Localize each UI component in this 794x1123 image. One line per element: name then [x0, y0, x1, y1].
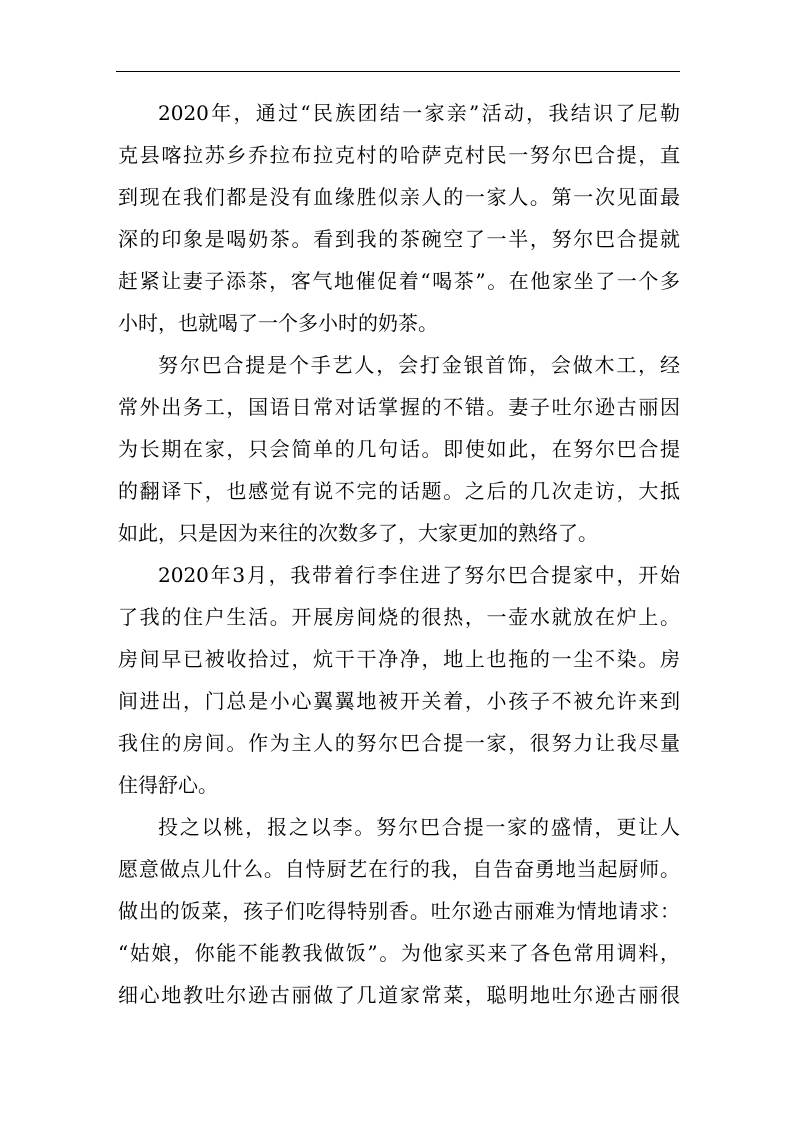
paragraph-2-line-5: 如此，只是因为来往的次数多了，大家更加的熟络了。 [118, 521, 598, 545]
paragraph-4-line-4: “姑娘，你能不能教我做饭”。为他家买来了各色常用调料， [118, 941, 680, 965]
paragraph-4-line-1: 投之以桃，报之以李。努尔巴合提一家的盛情，更让人 [158, 815, 680, 839]
paragraph-2-line-2: 常外出务工，国语日常对话掌握的不错。妻子吐尔逊古丽因 [118, 395, 680, 419]
paragraph-4-line-2: 愿意做点儿什么。自恃厨艺在行的我，自告奋勇地当起厨师。 [118, 857, 680, 881]
paragraph-3-line-5: 我住的房间。作为主人的努尔巴合提一家，很努力让我尽量 [118, 731, 680, 755]
paragraph-1-line-6: 小时，也就喝了一个多小时的奶茶。 [118, 311, 438, 335]
paragraph-2-line-1: 努尔巴合提是个手艺人，会打金银首饰，会做木工，经 [158, 353, 680, 377]
paragraph-3-line-4: 间进出，门总是小心翼翼地被开关着，小孩子不被允许来到 [118, 689, 680, 713]
paragraph-4-line-5: 细心地教吐尔逊古丽做了几道家常菜，聪明地吐尔逊古丽很 [118, 983, 680, 1007]
paragraph-1-line-2: 克县喀拉苏乡乔拉布拉克村的哈萨克村民一努尔巴合提，直 [118, 143, 680, 167]
paragraph-1-line-3: 到现在我们都是没有血缘胜似亲人的一家人。第一次见面最 [118, 185, 680, 209]
paragraph-3-line-6: 住得舒心。 [118, 773, 218, 797]
paragraph-4-line-3: 做出的饭菜，孩子们吃得特别香。吐尔逊古丽难为情地请求： [118, 899, 680, 923]
paragraph-2-line-4: 的翻译下，也感觉有说不完的话题。之后的几次走访，大抵 [118, 479, 680, 503]
paragraph-3-line-3: 房间早已被收拾过，炕干干净净，地上也拖的一尘不染。房 [118, 647, 680, 671]
paragraph-1-line-5: 赶紧让妻子添茶，客气地催促着“喝茶”。在他家坐了一个多 [118, 269, 680, 293]
paragraph-3-line-1: 2020年3月，我带着行李住进了努尔巴合提家中，开始 [158, 563, 680, 587]
paragraph-3-line-2: 了我的住户生活。开展房间烧的很热，一壶水就放在炉上。 [118, 605, 680, 629]
paragraph-2-line-3: 为长期在家，只会简单的几句话。即使如此，在努尔巴合提 [118, 437, 680, 461]
paragraph-1-line-1: 2020年，通过“民族团结一家亲”活动，我结识了尼勒 [158, 101, 680, 125]
paragraph-1-line-4: 深的印象是喝奶茶。看到我的茶碗空了一半，努尔巴合提就 [118, 227, 680, 251]
body-text [118, 92, 680, 1016]
header-rule [116, 71, 680, 72]
